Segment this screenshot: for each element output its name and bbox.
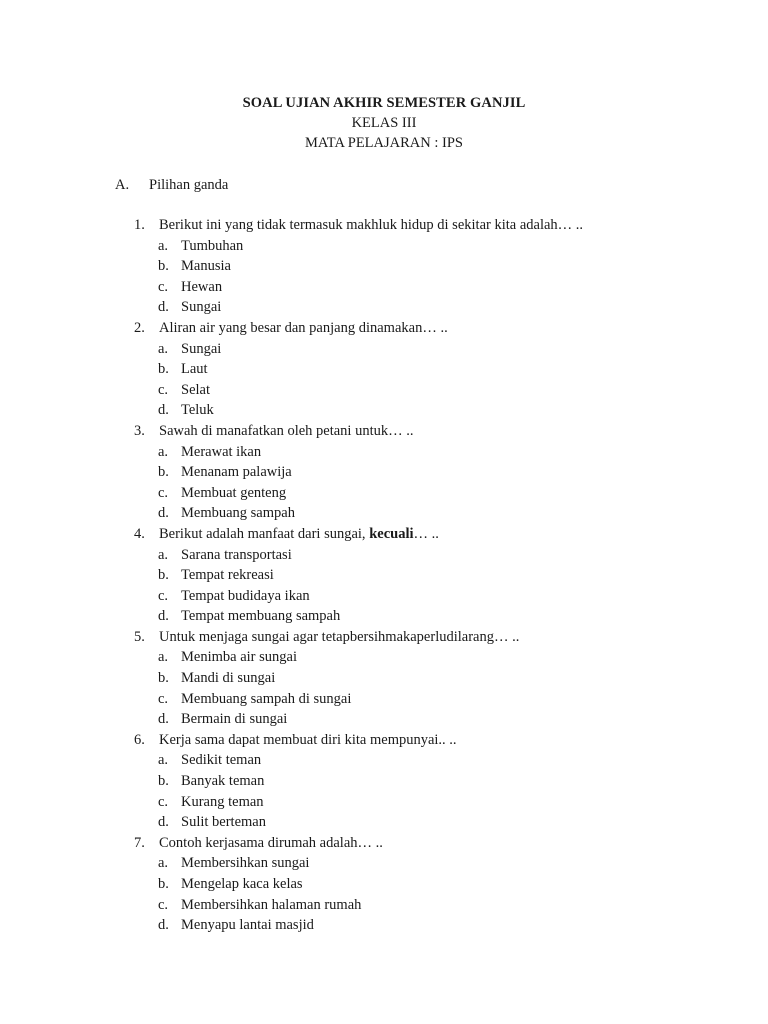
- option-text: Selat: [181, 381, 210, 398]
- answer-option: [134, 812, 734, 833]
- option-text: Mandi di sungai: [181, 670, 276, 687]
- option-letter: c.: [158, 381, 169, 398]
- answer-option: [134, 606, 734, 627]
- answer-option: [134, 874, 734, 895]
- answer-option: [134, 750, 734, 771]
- option-letter: c.: [158, 793, 169, 810]
- answer-option: [134, 586, 734, 607]
- option-letter: c.: [158, 690, 169, 707]
- option-letter: d.: [158, 299, 169, 316]
- question-number: 6.: [134, 731, 145, 748]
- answer-option: [134, 895, 734, 916]
- option-text: Sungai: [181, 299, 222, 316]
- option-letter: b.: [158, 670, 169, 687]
- option-text: Hewan: [181, 278, 223, 295]
- class-label: KELAS III: [351, 115, 417, 131]
- question-number: 4.: [134, 525, 145, 542]
- answer-option: [134, 442, 734, 463]
- answer-option: [134, 915, 734, 936]
- option-text: Menanam palawija: [181, 464, 292, 481]
- option-letter: a.: [158, 340, 169, 357]
- option-letter: d.: [158, 917, 169, 934]
- answer-option: [134, 400, 734, 421]
- answer-option: [134, 256, 734, 277]
- option-text: Menyapu lantai masjid: [181, 917, 314, 934]
- question-number: 3.: [134, 422, 145, 439]
- question-suffix: … ..: [413, 525, 439, 542]
- option-text: Membuang sampah: [181, 505, 295, 522]
- option-text: Manusia: [181, 258, 231, 275]
- question-number: 1.: [134, 217, 145, 233]
- answer-option: [134, 709, 734, 730]
- option-text: Menimba air sungai: [181, 649, 297, 666]
- option-text: Membuat genteng: [181, 484, 287, 501]
- option-text: Membersihkan halaman rumah: [181, 896, 362, 913]
- option-text: Teluk: [181, 402, 214, 419]
- option-text: Banyak teman: [181, 773, 265, 790]
- option-letter: d.: [158, 814, 169, 831]
- option-letter: b.: [158, 464, 169, 481]
- option-letter: a.: [158, 546, 169, 563]
- option-text: Sarana transportasi: [181, 546, 292, 563]
- exam-title: SOAL UJIAN AKHIR SEMESTER GANJIL: [242, 95, 526, 111]
- option-letter: b.: [158, 567, 169, 584]
- answer-option: [134, 771, 734, 792]
- section-heading: [115, 175, 228, 195]
- answer-option: [134, 483, 734, 504]
- option-text: Membuang sampah di sungai: [181, 690, 352, 707]
- option-letter: c.: [158, 484, 169, 501]
- question-item: [134, 524, 734, 545]
- question-text: Berikut ini yang tidak termasuk makhluk hidup di sekitar kita adalah… ..: [159, 217, 584, 233]
- answer-option: [134, 359, 734, 380]
- answer-option: [134, 647, 734, 668]
- question-number: 7.: [134, 834, 145, 851]
- option-letter: d.: [158, 505, 169, 522]
- answer-option: [134, 503, 734, 524]
- answer-option: [134, 792, 734, 813]
- answer-option: [134, 380, 734, 401]
- question-list: [134, 215, 734, 936]
- question-item: [134, 627, 734, 648]
- option-letter: b.: [158, 361, 169, 378]
- option-letter: a.: [158, 752, 169, 769]
- option-text: Tempat membuang sampah: [181, 608, 341, 625]
- option-text: Kurang teman: [181, 793, 264, 810]
- option-text: Sulit berteman: [181, 814, 266, 831]
- option-letter: d.: [158, 402, 169, 419]
- option-letter: b.: [158, 876, 169, 892]
- question-item: [134, 730, 734, 751]
- option-text: Tempat rekreasi: [181, 567, 274, 584]
- option-text: Bermain di sungai: [181, 711, 288, 728]
- option-text: Laut: [181, 361, 208, 378]
- question-number: 5.: [134, 628, 145, 645]
- answer-option: [134, 545, 734, 566]
- question-text: Sawah di manafatkan oleh petani untuk… ..: [159, 422, 414, 439]
- question-number: 2.: [134, 319, 145, 336]
- answer-option: [134, 689, 734, 710]
- option-letter: b.: [158, 773, 169, 790]
- option-text: Merawat ikan: [181, 443, 262, 460]
- section-label: Pilihan ganda: [149, 177, 229, 193]
- option-letter: b.: [158, 258, 169, 275]
- answer-option: [134, 297, 734, 318]
- answer-option: [134, 236, 734, 257]
- option-letter: c.: [158, 278, 169, 295]
- question-text: Kerja sama dapat membuat diri kita mempunyai.. ..: [159, 731, 457, 748]
- question-text: Untuk menjaga sungai agar tetapbersihmakaperludilarang… ..: [159, 628, 520, 645]
- option-letter: d.: [158, 711, 169, 728]
- question-text: Contoh kerjasama dirumah adalah… ..: [159, 834, 383, 851]
- option-text: Sungai: [181, 340, 222, 357]
- answer-option: [134, 565, 734, 586]
- option-text: Membersihkan sungai: [181, 855, 310, 872]
- answer-option: [134, 668, 734, 689]
- option-letter: d.: [158, 608, 169, 625]
- option-letter: a.: [158, 855, 169, 872]
- option-letter: a.: [158, 649, 169, 666]
- question-item: [134, 421, 734, 442]
- option-letter: c.: [158, 587, 169, 604]
- option-text: Tumbuhan: [181, 237, 244, 254]
- question-text: Aliran air yang besar dan panjang dinamakan… ..: [159, 319, 448, 336]
- question-emphasis: kecuali: [369, 525, 414, 542]
- option-letter: a.: [158, 443, 169, 460]
- question-item: [134, 215, 734, 236]
- option-text: Sedikit teman: [181, 752, 262, 769]
- option-text: Tempat budidaya ikan: [181, 587, 310, 604]
- question-item: [134, 318, 734, 339]
- answer-option: [134, 277, 734, 298]
- question-text: Berikut adalah manfaat dari sungai,: [159, 525, 370, 542]
- answer-option: [134, 339, 734, 360]
- option-letter: c.: [158, 896, 169, 913]
- option-letter: a.: [158, 237, 169, 254]
- answer-option: [134, 462, 734, 483]
- section-letter: A.: [115, 177, 130, 193]
- answer-option: [134, 853, 734, 874]
- option-text: Mengelap kaca kelas: [181, 876, 303, 892]
- subject-label: MATA PELAJARAN : IPS: [305, 135, 463, 151]
- question-item: [134, 833, 734, 854]
